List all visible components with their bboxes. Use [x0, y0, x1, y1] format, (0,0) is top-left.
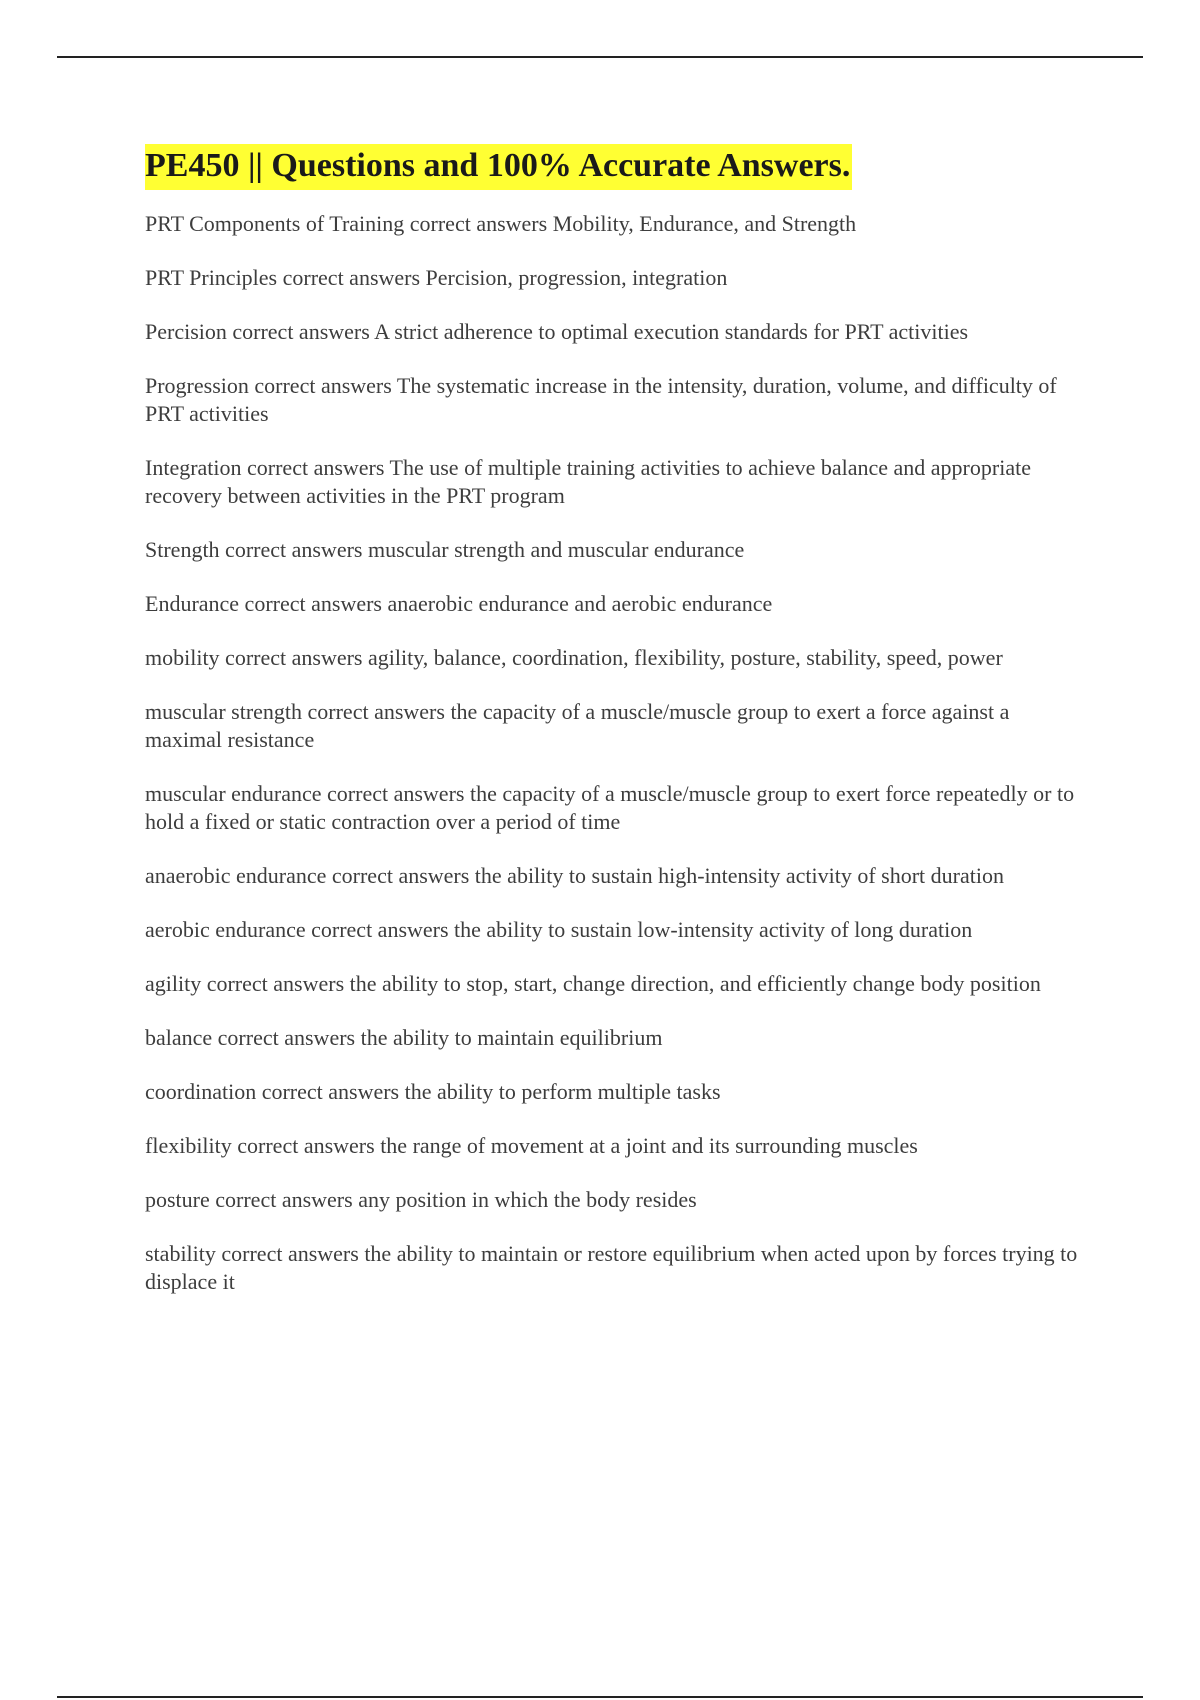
qa-item: Endurance correct answers anaerobic endurance and aerobic endurance	[145, 591, 773, 616]
qa-item: Progression correct answers The systematic increase in the intensity, duration, volume, and difficulty of PRT activities	[145, 373, 1057, 426]
qa-item: Strength correct answers muscular strength and muscular endurance	[145, 537, 745, 562]
qa-item: PRT Components of Training correct answers Mobility, Endurance, and Strength	[145, 211, 857, 236]
qa-item: anaerobic endurance correct answers the ability to sustain high-intensity activity of short duration	[145, 863, 1004, 888]
qa-item: stability correct answers the ability to maintain or restore equilibrium when acted upon by forces trying to displace it	[145, 1241, 1078, 1294]
qa-item: muscular endurance correct answers the capacity of a muscle/muscle group to exert force repeatedly or to hold a fixed or static contraction over a period of time	[145, 781, 1075, 834]
qa-list	[145, 210, 1085, 1296]
footer-rule	[57, 1696, 1143, 1698]
qa-item: aerobic endurance correct answers the ability to sustain low-intensity activity of long duration	[145, 917, 973, 942]
qa-item: agility correct answers the ability to stop, start, change direction, and efficiently change body position	[145, 971, 1041, 996]
header-rule	[57, 56, 1143, 58]
qa-item: mobility correct answers agility, balance, coordination, flexibility, posture, stability, speed, power	[145, 645, 1003, 670]
qa-item: Percision correct answers A strict adherence to optimal execution standards for PRT activities	[145, 319, 969, 344]
qa-item: posture correct answers any position in which the body resides	[145, 1187, 697, 1212]
qa-item: PRT Principles correct answers Percision, progression, integration	[145, 265, 728, 290]
document-title: PE450 || Questions and 100% Accurate Answers.	[145, 144, 852, 190]
qa-item: balance correct answers the ability to maintain equilibrium	[145, 1025, 663, 1050]
qa-item: muscular strength correct answers the capacity of a muscle/muscle group to exert a force against a maximal resistance	[145, 699, 1010, 752]
qa-item: Integration correct answers The use of multiple training activities to achieve balance and appropriate recovery between activities in the PRT program	[145, 455, 1031, 508]
document-body	[145, 144, 1085, 1322]
qa-item: coordination correct answers the ability to perform multiple tasks	[145, 1079, 721, 1104]
qa-item: flexibility correct answers the range of movement at a joint and its surrounding muscles	[145, 1133, 918, 1158]
